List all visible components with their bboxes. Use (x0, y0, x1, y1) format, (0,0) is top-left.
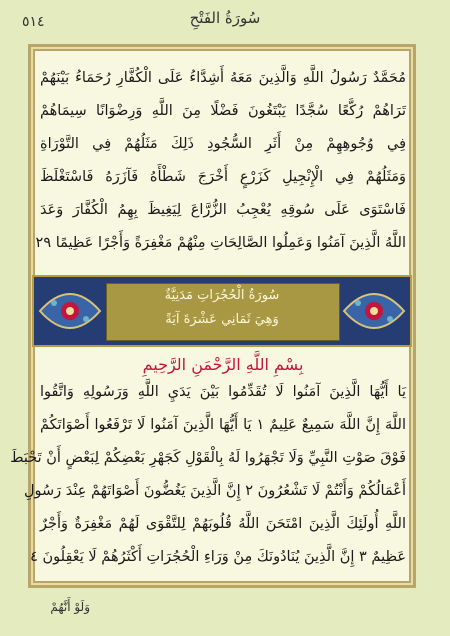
verse-line: تَرَاهُمْ رُكَّعًا سُجَّدًا يَبْتَغُونَ فَضْلًا مِنَ اللَّهِ وَرِضْوَانًا سِيمَاهُمْ (40, 103, 406, 119)
verse-line: يَا أَيُّهَا الَّذِينَ آمَنُوا لَا تُقَدِّمُوا بَيْنَ يَدَيِ اللَّهِ وَرَسُولِهِ وَاتَّقُوا (40, 384, 406, 400)
banner-subtitle: وَهِيَ ثَمَانِي عَشْرَةَ آيَةً (165, 312, 279, 327)
verse-line: وَمَثَلُهُمْ فِي الْإِنْجِيلِ كَزَرْعٍ أَخْرَجَ شَطْأَهُ فَآزَرَهُ فَاسْتَغْلَظَ (40, 169, 406, 185)
verse-line: أَعْمَالُكُمْ وَأَنْتُمْ لَا تَشْعُرُونَ ٢ إِنَّ الَّذِينَ يَغُضُّونَ أَصْوَاتَهُمْ عِنْدَ رَسُولِ (23, 483, 406, 499)
verse-line: اللَّهِ أُولَئِكَ الَّذِينَ امْتَحَنَ اللَّهُ قُلُوبَهُمْ لِلتَّقْوَى لَهُمْ مَغْفِرَةٌ وَأَجْرٌ (40, 516, 406, 532)
floral-ornament-icon (38, 281, 102, 341)
verse-line: فِي وُجُوهِهِمْ مِنْ أَثَرِ السُّجُودِ ذَلِكَ مَثَلُهُمْ فِي التَّوْرَاةِ (40, 136, 406, 152)
surah-banner (32, 275, 412, 347)
verse-line: عَظِيمٌ ٣ إِنَّ الَّذِينَ يُنَادُونَكَ مِنْ وَرَاءِ الْحُجُرَاتِ أَكْثَرُهُمْ لَا يَعْقِلُونَ ٤ (30, 549, 406, 565)
catchword: وَلَوْ أَنَّهُمْ (50, 600, 90, 614)
surah-title: سُورَةُ الفَتْحِ (189, 9, 261, 27)
verses-block-1 (35, 62, 406, 260)
page-number: ٥١٤ (22, 14, 45, 30)
verse-line: مُحَمَّدٌ رَسُولُ اللَّهِ وَالَّذِينَ مَعَهُ أَشِدَّاءُ عَلَى الْكُفَّارِ رُحَمَاءُ بَيْنَهُمْ (40, 70, 406, 86)
basmala: بِسْمِ اللَّهِ الرَّحْمَنِ الرَّحِيمِ (142, 355, 304, 374)
page-header (0, 0, 450, 40)
verse-line: فَوْقَ صَوْتِ النَّبِيِّ وَلَا تَجْهَرُوا لَهُ بِالْقَوْلِ كَجَهْرِ بَعْضِكُمْ لِبَعْضٍ أَنْ تَحْبَطَ (10, 450, 406, 466)
verses-block-2 (10, 376, 406, 574)
verse-line: فَاسْتَوَى عَلَى سُوقِهِ يُعْجِبُ الزُّرَّاعَ لِيَغِيظَ بِهِمُ الْكُفَّارَ وَعَدَ (40, 202, 406, 218)
banner-title: سُورَةُ الْحُجُرَاتِ مَدَنِيَّةٌ (164, 288, 280, 303)
floral-ornament-icon (342, 281, 406, 341)
verse-line: اللَّهَ إِنَّ اللَّهَ سَمِيعٌ عَلِيمٌ ١ يَا أَيُّهَا الَّذِينَ آمَنُوا لَا تَرْفَعُوا أَصْوَاتَكُمْ (40, 417, 406, 433)
verse-line: اللَّهُ الَّذِينَ آمَنُوا وَعَمِلُوا الصَّالِحَاتِ مِنْهُمْ مَغْفِرَةً وَأَجْرًا عَظِيمًا ٢٩ (35, 235, 406, 251)
